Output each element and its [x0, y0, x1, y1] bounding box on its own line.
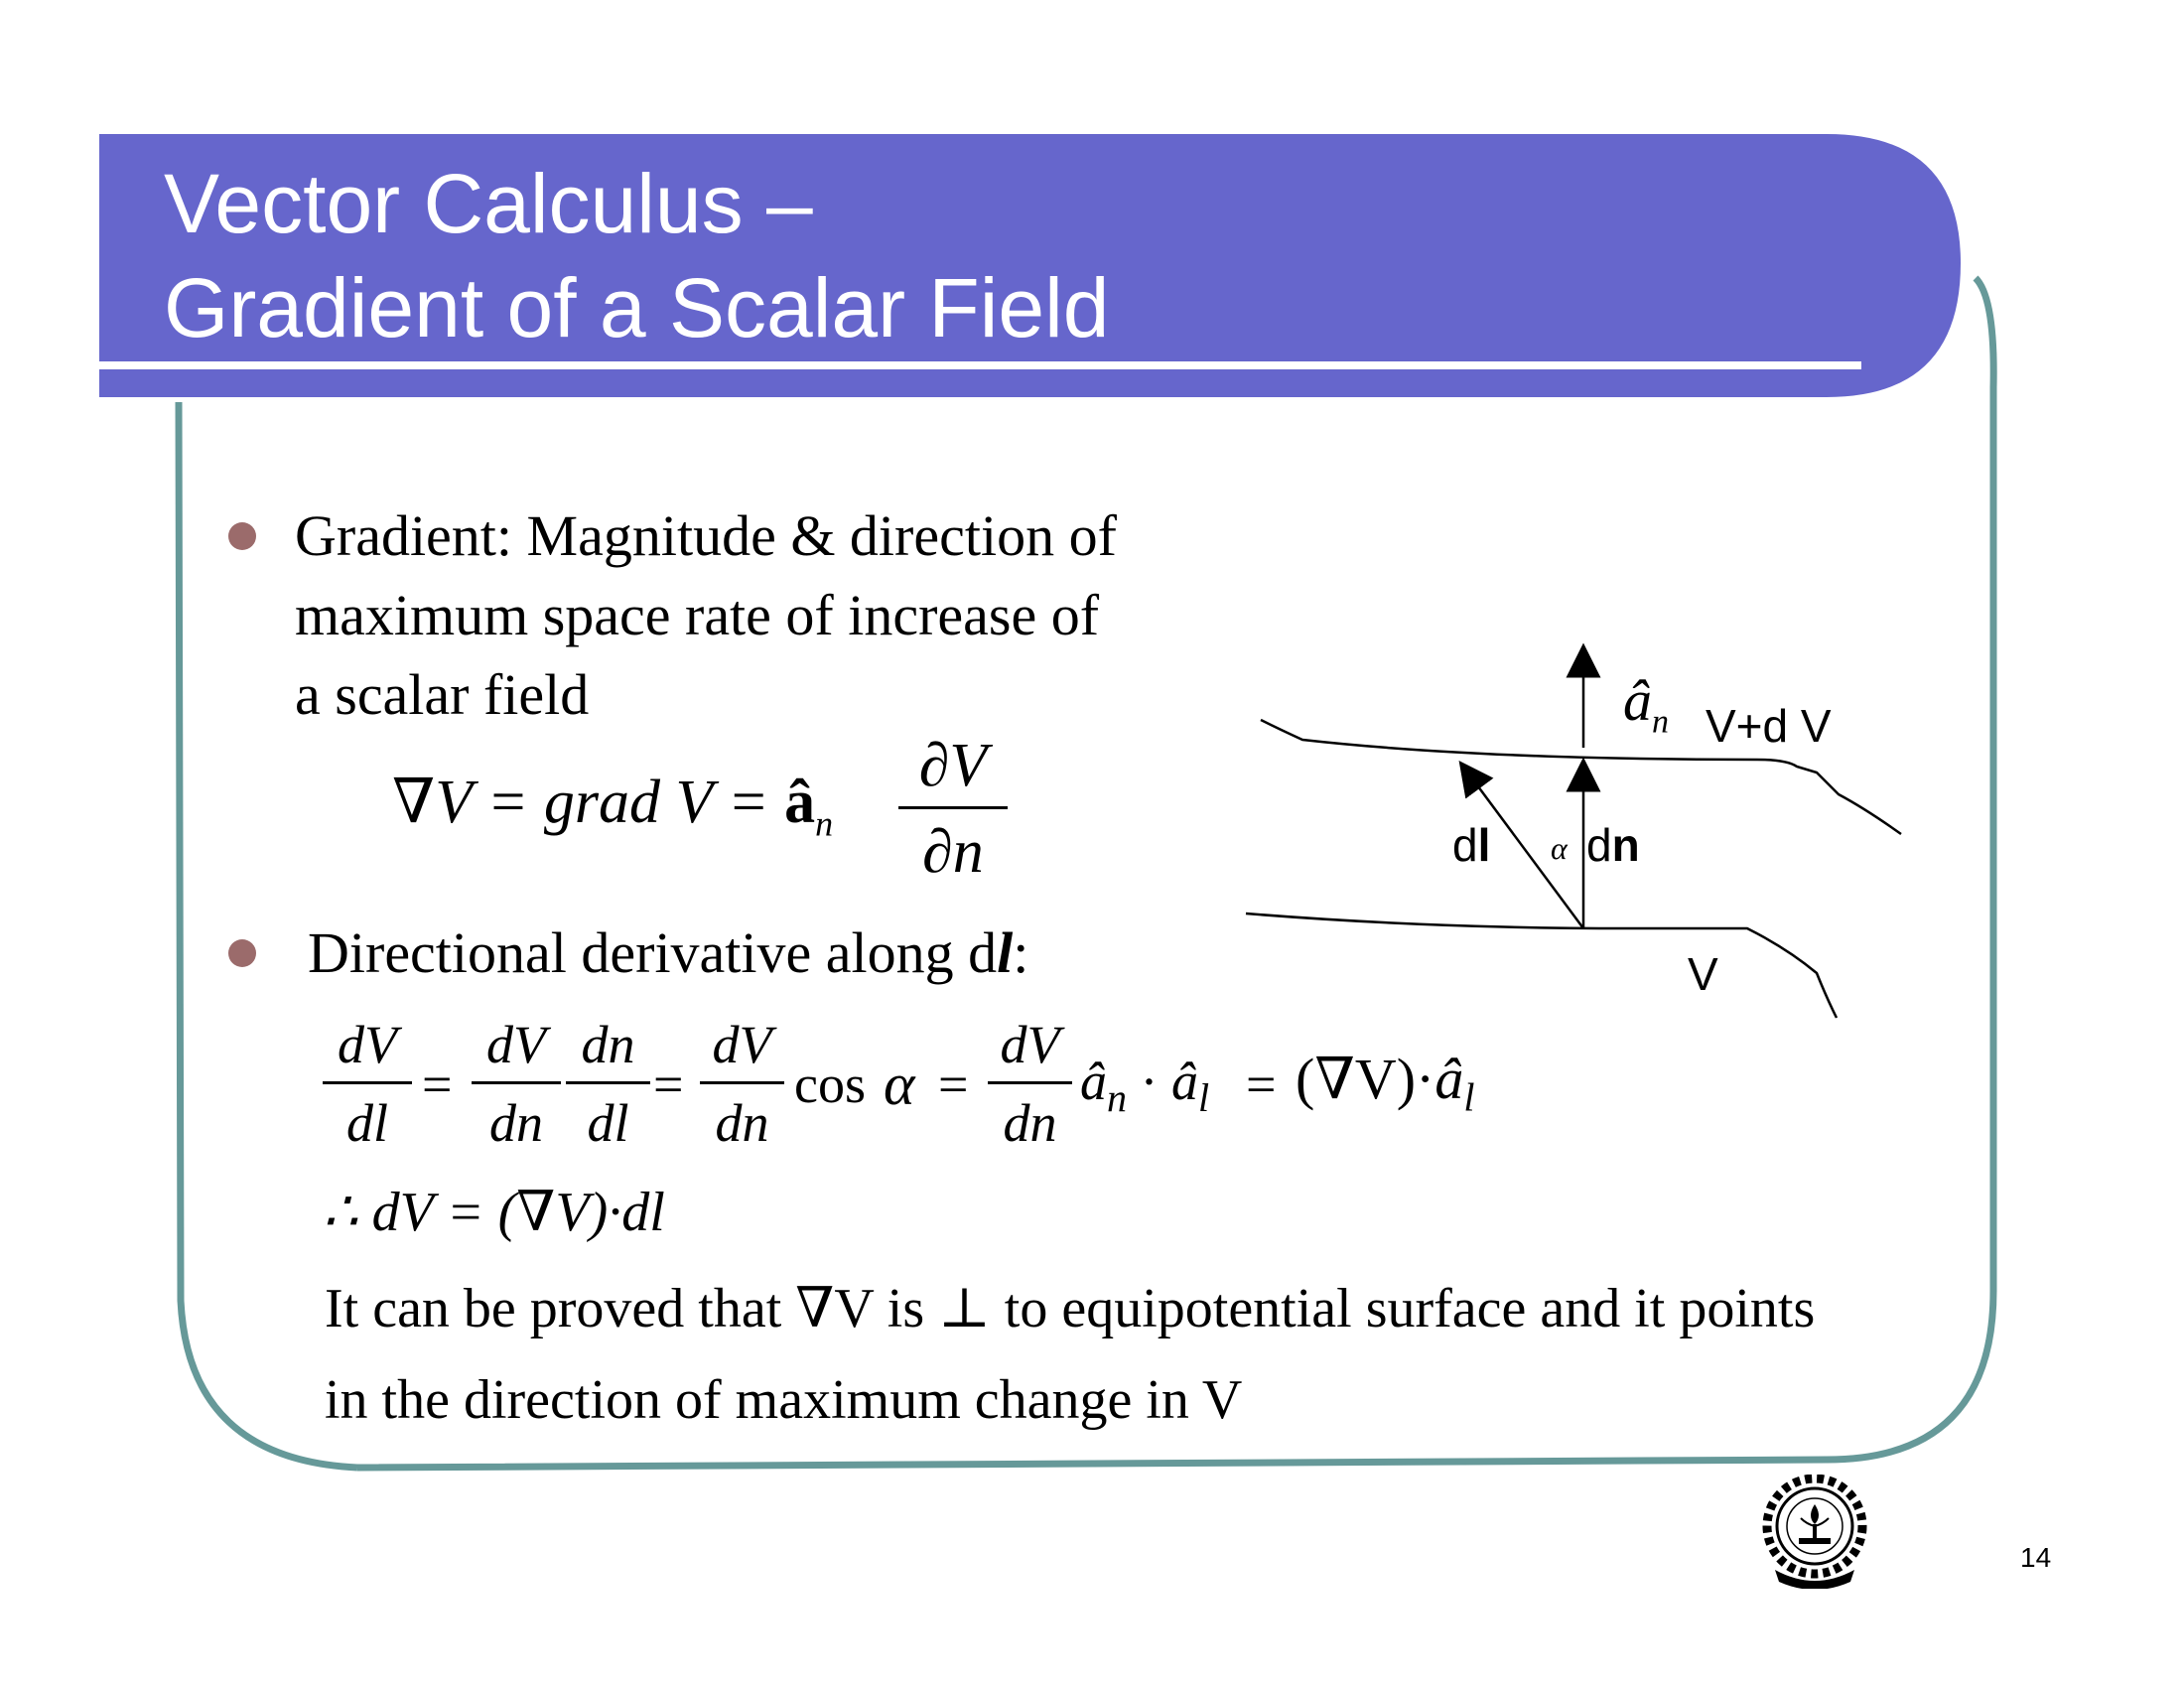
page-number: 14 [2020, 1542, 2052, 1573]
eq-sign-2: = [653, 1055, 684, 1114]
diagram-an-sub: n [1652, 703, 1669, 741]
alpha-symbol: α [884, 1052, 915, 1117]
an-hat: â [1080, 1052, 1107, 1111]
al-hat: â [1170, 1052, 1198, 1111]
gradient-equation [392, 765, 833, 844]
diagram-alpha: α [1551, 830, 1568, 866]
dir-frac-3-den: dl [587, 1093, 629, 1153]
eq-sign-1: = [422, 1055, 453, 1114]
upper-surface-label: V+d V [1706, 700, 1832, 752]
bullet-1-line-2: maximum space rate of increase of [295, 583, 1100, 647]
bullet-2-l: l [997, 920, 1014, 985]
al2-sub: l [1463, 1074, 1475, 1120]
bullet-dot-1 [228, 522, 256, 550]
an-dot-al [1080, 1052, 1210, 1120]
an-sub: n [1107, 1074, 1127, 1120]
diagram-an-label [1623, 667, 1669, 742]
dir-frac-5-num: dV [1000, 1015, 1060, 1074]
gradient-equation-lhs: ∇V = grad V = [392, 769, 785, 836]
slide-title-line-1: Vector Calculus – [164, 157, 813, 250]
dir-frac-1-den: dl [345, 1093, 388, 1153]
bullet-2-text [308, 914, 1028, 993]
dir-frac-2-den: dn [489, 1093, 543, 1153]
dir-frac-4-num: dV [712, 1015, 772, 1074]
dir-frac-1 [323, 1015, 412, 1153]
note-line-1: It can be proved that ∇V is ⊥ to equipotential surface and it points [325, 1278, 1816, 1339]
dir-frac-4-den: dn [715, 1093, 769, 1153]
dl-label-bold: l [1477, 819, 1491, 871]
equipotential-diagram [1231, 635, 1926, 1033]
dir-frac-5 [988, 1015, 1072, 1153]
grad-dot-al [1296, 1047, 1475, 1120]
dl-label [1452, 819, 1491, 871]
bullet-2-prefix: Directional derivative along d [308, 920, 998, 985]
dn-label [1586, 819, 1640, 871]
dir-frac-3-num: dn [581, 1015, 635, 1074]
unit-vector-an: â [784, 769, 816, 836]
cos-text: cos [794, 1055, 866, 1114]
eq-sign-3: = [938, 1055, 969, 1114]
dn-label-bold: n [1611, 819, 1640, 871]
al-sub: l [1197, 1074, 1210, 1120]
lower-surface-curve [1246, 914, 1837, 1018]
dir-frac-4 [700, 1015, 784, 1153]
institute-seal-logo [1757, 1475, 1876, 1589]
bullet-1-line-3: a scalar field [295, 662, 590, 727]
bullet-2-suffix: : [1013, 920, 1029, 985]
dot-operator: · [1140, 1052, 1159, 1111]
therefore-equation: ∴ dV = (∇V)·dl [323, 1182, 665, 1243]
bullet-1-line-1: Gradient: Magnitude & direction of [295, 503, 1117, 568]
lower-surface-label: V [1688, 948, 1718, 1000]
bullet-dot-2 [228, 939, 256, 967]
partial-fraction [898, 732, 1008, 886]
dir-frac-3 [566, 1015, 650, 1153]
dir-frac-2-num: dV [486, 1015, 546, 1074]
grad-dot: (∇V)· [1296, 1047, 1435, 1111]
note-line-2: in the direction of maximum change in V [325, 1369, 1243, 1431]
title-rule [99, 361, 1861, 369]
slide-title-line-2: Gradient of a Scalar Field [164, 261, 1110, 354]
partial-den: ∂n [922, 818, 984, 886]
diagram-an-hat: â [1623, 668, 1652, 733]
dir-frac-2 [472, 1015, 561, 1153]
partial-num: ∂V [918, 732, 988, 799]
dir-frac-1-num: dV [338, 1015, 397, 1074]
dn-label-prefix: d [1586, 819, 1612, 871]
dir-frac-5-den: dn [1003, 1093, 1057, 1153]
dl-label-prefix: d [1452, 819, 1478, 871]
al2-hat: â [1434, 1047, 1464, 1111]
unit-vector-an-sub: n [815, 803, 834, 844]
eq-sign-4: = [1246, 1055, 1277, 1114]
